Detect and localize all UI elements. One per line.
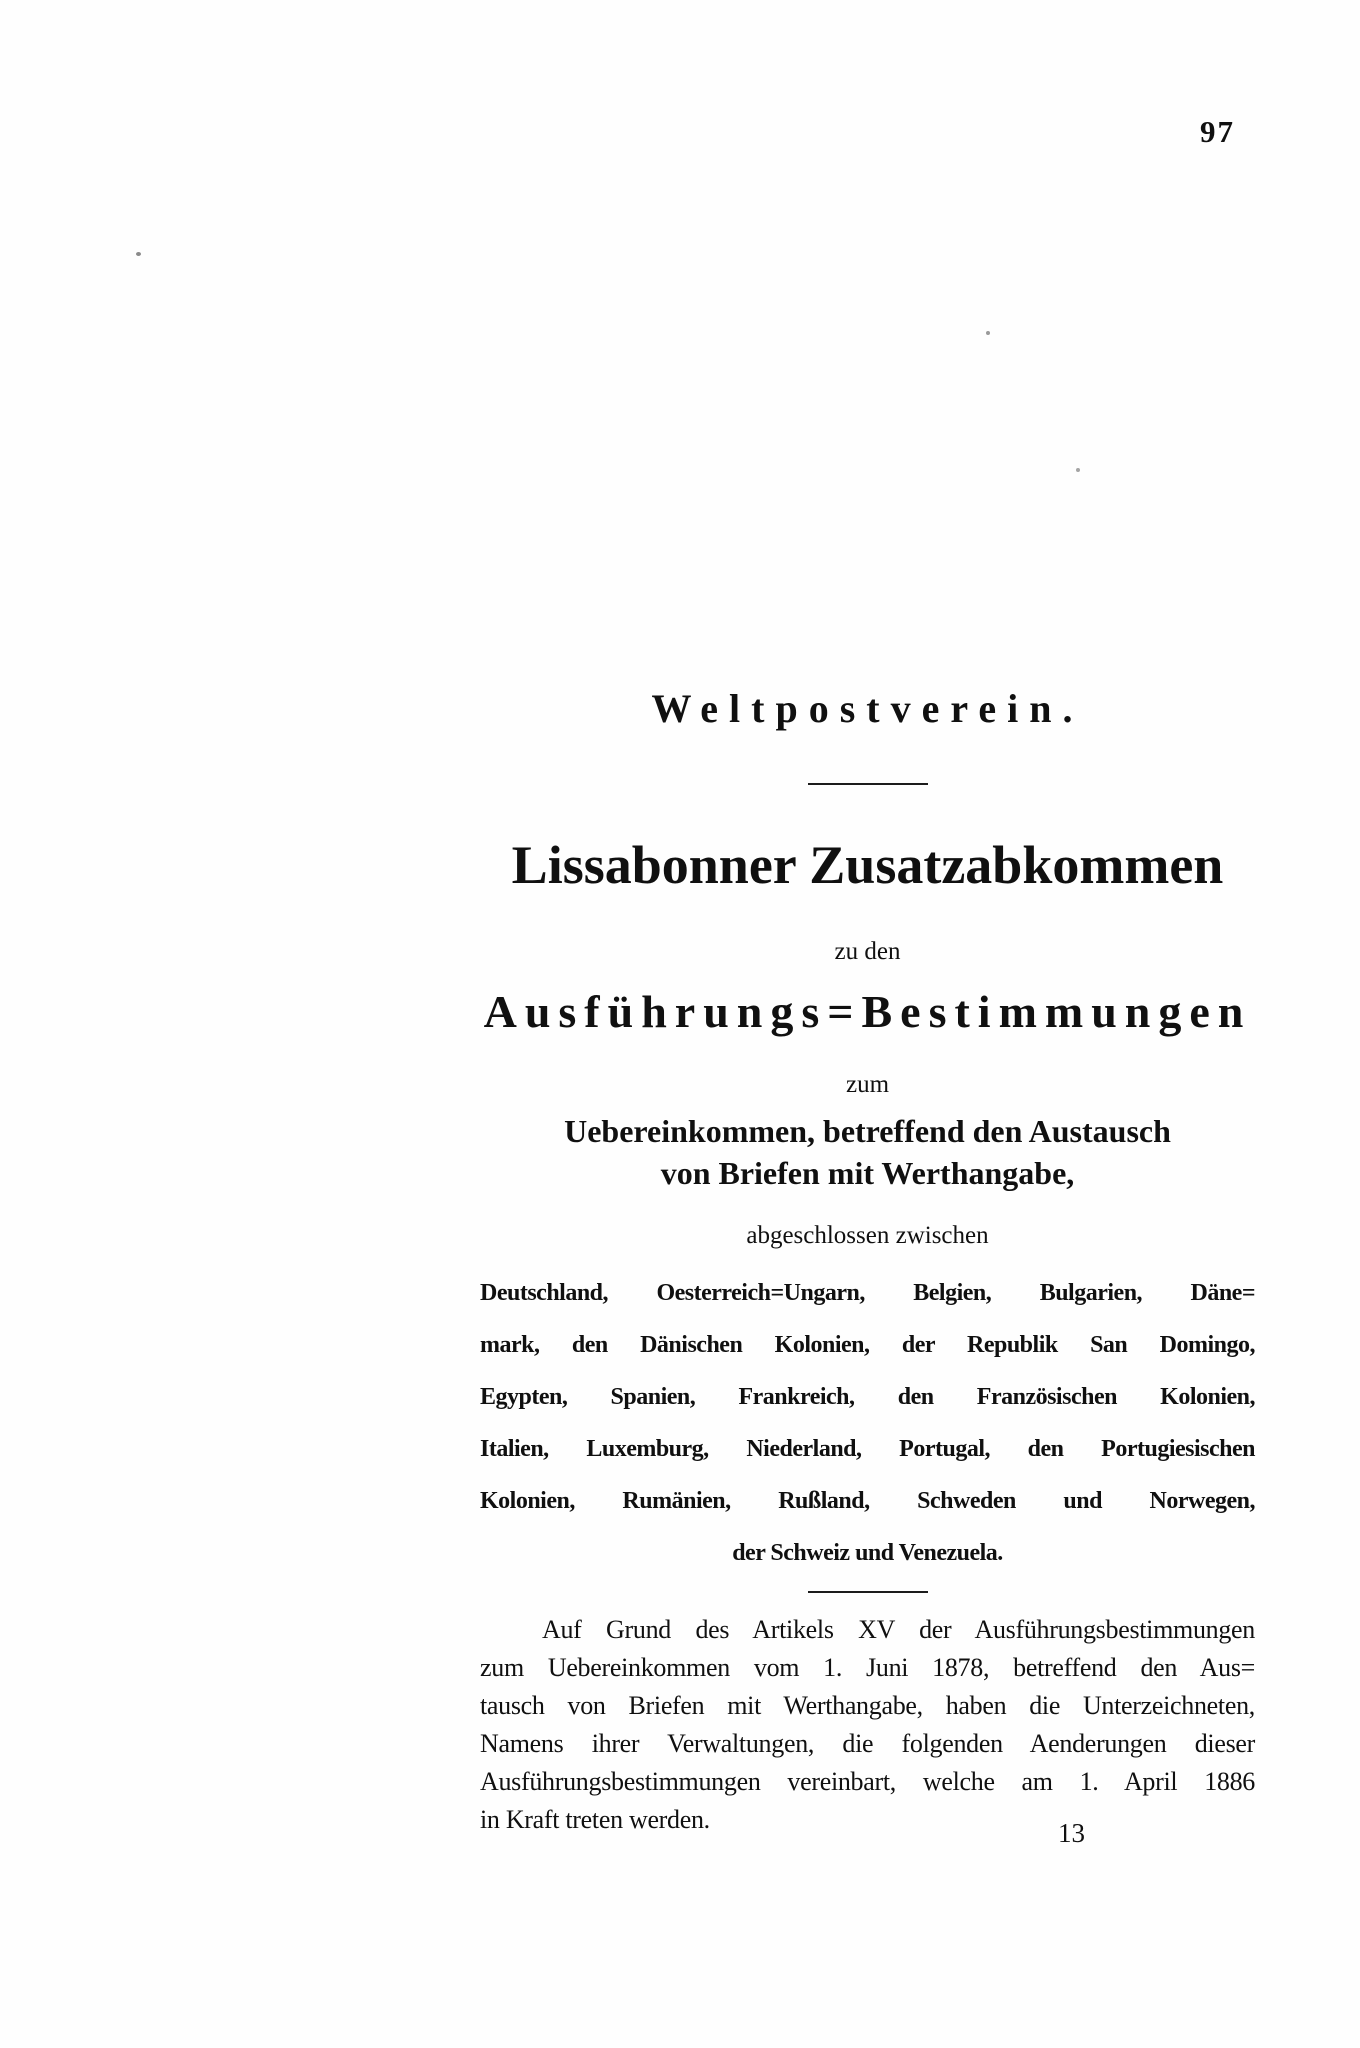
- divider-rule: [808, 783, 928, 785]
- body-paragraph: [480, 1611, 1255, 1839]
- connector-zu-den: zu den: [834, 938, 901, 965]
- body-line: tausch von Briefen mit Werthangabe, haben die Unterzeichneten,: [480, 1691, 1255, 1720]
- body-line: Namens ihrer Verwaltungen, die folgenden Aenderungen dieser: [480, 1729, 1255, 1758]
- agreement-title: [480, 1110, 1255, 1194]
- body-line: zum Uebereinkommen vom 1. Juni 1878, betreffend den Aus=: [480, 1653, 1255, 1682]
- scan-speck: [136, 252, 141, 256]
- connector-zum: zum: [845, 1071, 890, 1098]
- body-line: Auf Grund des Artikels XV der Ausführungsbestimmungen: [542, 1615, 1255, 1644]
- main-title: Lissabonner Zusatzabkommen: [511, 835, 1224, 895]
- parties-list: [480, 1267, 1255, 1579]
- body-line: Ausführungsbestimmungen vereinbart, welche am 1. April 1886: [480, 1767, 1255, 1796]
- connector-abgeschlossen-zwischen: abgeschlossen zwischen: [746, 1222, 989, 1249]
- parties-line: der Schweiz und Venezuela.: [732, 1540, 1003, 1566]
- agreement-line: Uebereinkommen, betreffend den Austausch: [564, 1113, 1171, 1149]
- parties-line: Deutschland, Oesterreich=Ungarn, Belgien, Bulgarien, Däne=: [480, 1280, 1255, 1306]
- parties-line: Egypten, Spanien, Frankreich, den Französischen Kolonien,: [480, 1384, 1255, 1410]
- signature-mark: 13: [1058, 1818, 1085, 1848]
- text-column: [480, 0, 1255, 1839]
- parties-line: Italien, Luxemburg, Niederland, Portugal, den Portugiesischen: [480, 1436, 1255, 1462]
- parties-line: mark, den Dänischen Kolonien, der Republik San Domingo,: [480, 1332, 1255, 1358]
- body-line: in Kraft treten werden.: [480, 1805, 710, 1834]
- divider-rule: [808, 1591, 928, 1593]
- series-title: Weltpostverein.: [651, 686, 1084, 731]
- page-number: 97: [1200, 114, 1235, 149]
- agreement-line: von Briefen mit Werthangabe,: [660, 1155, 1075, 1191]
- parties-line: Kolonien, Rumänien, Rußland, Schweden und Norwegen,: [480, 1488, 1255, 1514]
- subtitle: Ausführungs=Bestimmungen: [483, 986, 1252, 1037]
